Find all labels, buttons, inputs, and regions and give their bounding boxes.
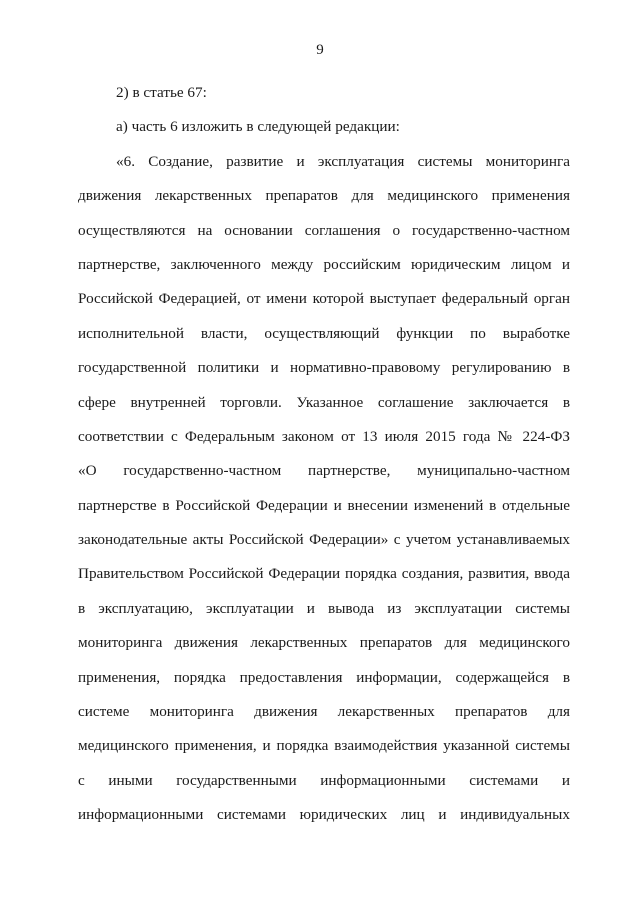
text-line: применения, порядка предоставления информации, содержащейся в <box>78 668 570 686</box>
text-line: «О государственно-частном партнерстве, муниципально-частном <box>78 462 570 480</box>
text-line: партнерстве, заключенного между российским юридическим лицом и <box>78 255 570 273</box>
text-line: 2) в статье 67: <box>116 84 207 101</box>
text-line: мониторинга движения лекарственных препаратов для медицинского <box>78 634 570 652</box>
text-line: медицинского применения, и порядка взаимодействия указанной системы <box>78 737 570 755</box>
text-line: государственной политики и нормативно-правовому регулированию в <box>78 359 570 377</box>
document-body <box>78 76 570 833</box>
text-line: в эксплуатацию, эксплуатации и вывода из эксплуатации системы <box>78 599 570 617</box>
text-line: с иными государственными информационными системами и <box>78 771 570 789</box>
text-line: системе мониторинга движения лекарственных препаратов для <box>78 703 570 721</box>
text-line: соответствии с Федеральным законом от 13 июля 2015 года № 224-ФЗ <box>78 427 570 445</box>
text-line: Правительством Российской Федерации порядка создания, развития, ввода <box>78 565 570 583</box>
text-line: движения лекарственных препаратов для медицинского применения <box>78 187 570 205</box>
text-line: исполнительной власти, осуществляющий функции по выработке <box>78 324 570 342</box>
text-line: сфере внутренней торговли. Указанное соглашение заключается в <box>78 393 570 411</box>
text-line: осуществляются на основании соглашения о государственно-частном <box>78 221 570 239</box>
text-line: информационными системами юридических лиц и индивидуальных <box>78 806 570 824</box>
text-line: а) часть 6 изложить в следующей редакции: <box>116 118 400 136</box>
text-line: партнерстве в Российской Федерации и внесении изменений в отдельные <box>78 496 570 514</box>
text-line: Российской Федерацией, от имени которой выступает федеральный орган <box>78 290 570 308</box>
text-line: законодательные акты Российской Федерации» с учетом устанавливаемых <box>78 531 570 549</box>
page-number: 9 <box>316 42 324 58</box>
text-line: «6. Создание, развитие и эксплуатация системы мониторинга <box>116 152 570 170</box>
